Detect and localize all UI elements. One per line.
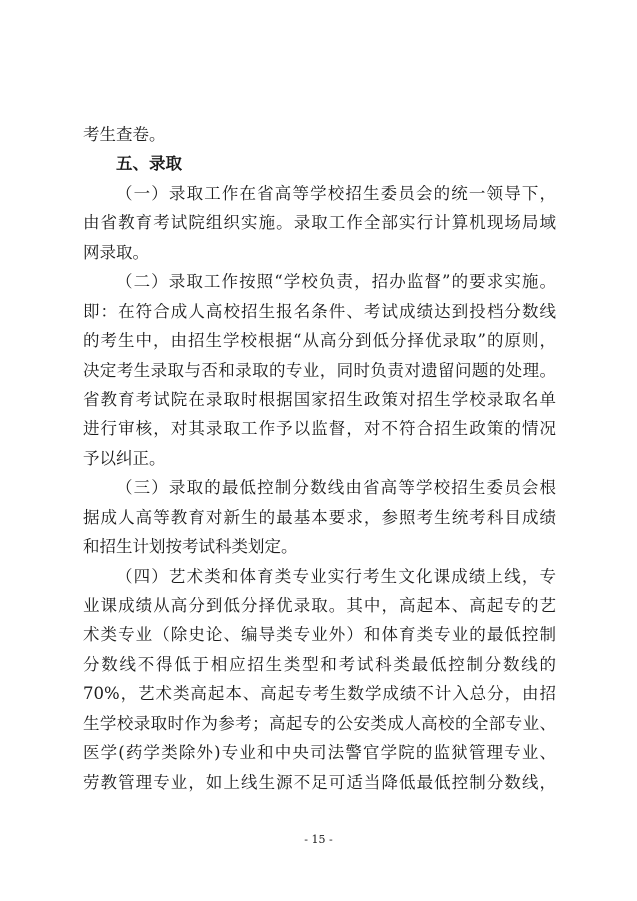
paragraph-first-line: （三）录取的最低控制分数线由省高等学校招生委员会根 <box>116 478 556 498</box>
paragraph-line: 进行审核，对其录取工作予以监督，对不符合招生政策的情况 <box>83 419 556 439</box>
paragraph-first-line: （二）录取工作按照“学校负责，招办监督”的要求实施。 <box>116 272 556 292</box>
paragraph-first-line: （四）艺术类和体育类专业实行考生文化课成绩上线，专 <box>116 566 556 586</box>
section-heading: 五、录取 <box>116 154 182 174</box>
paragraph-last-line: 和招生计划按考试科类划定。 <box>83 537 298 557</box>
page-number: - 15 - <box>304 833 333 846</box>
paragraph-last-line: 考生查卷。 <box>83 125 166 144</box>
paragraph-line: 据成人高等教育对新生的最基本要求，参照考生统考科目成绩 <box>83 507 556 527</box>
paragraph-line: 生学校录取时作为参考；高起专的公安类成人高校的全部专业、 <box>83 713 556 733</box>
paragraph-line: 即：在符合成人高校招生报名条件、考试成绩达到投档分数线 <box>83 301 556 321</box>
paragraph-line: 省教育考试院在录取时根据国家招生政策对招生学校录取名单 <box>83 389 556 409</box>
paragraph-line: 业课成绩从高分到低分择优录取。其中，高起本、高起专的艺 <box>83 596 556 615</box>
paragraph-line: 分数线不得低于相应招生类型和考试科类最低控制分数线的 <box>83 654 556 674</box>
paragraph-line: 70%，艺术类高起本、高起专考生数学成绩不计入总分，由招 <box>83 684 556 704</box>
paragraph-line: 由省教育考试院组织实施。录取工作全部实行计算机现场局域 <box>83 213 556 233</box>
paragraph-last-line: 予以纠正。 <box>83 448 166 468</box>
paragraph-last-line: 网录取。 <box>83 242 149 262</box>
paragraph-line: 医学(药学类除外)专业和中央司法警官学院的监狱管理专业、 <box>83 743 556 763</box>
paragraph-first-line: （一）录取工作在省高等学校招生委员会的统一领导下， <box>116 183 556 203</box>
document-body <box>83 120 556 797</box>
paragraph-line: 决定考生录取与否和录取的专业，同时负责对遗留问题的处理。 <box>83 360 556 380</box>
paragraph-line: 术类专业（除史论、编导类专业外）和体育类专业的最低控制 <box>83 625 556 645</box>
paragraph-line: 劳教管理专业，如上线生源不足可适当降低最低控制分数线， <box>83 772 556 792</box>
paragraph-line: 的考生中，由招生学校根据“从高分到低分择优录取”的原则， <box>83 331 556 351</box>
